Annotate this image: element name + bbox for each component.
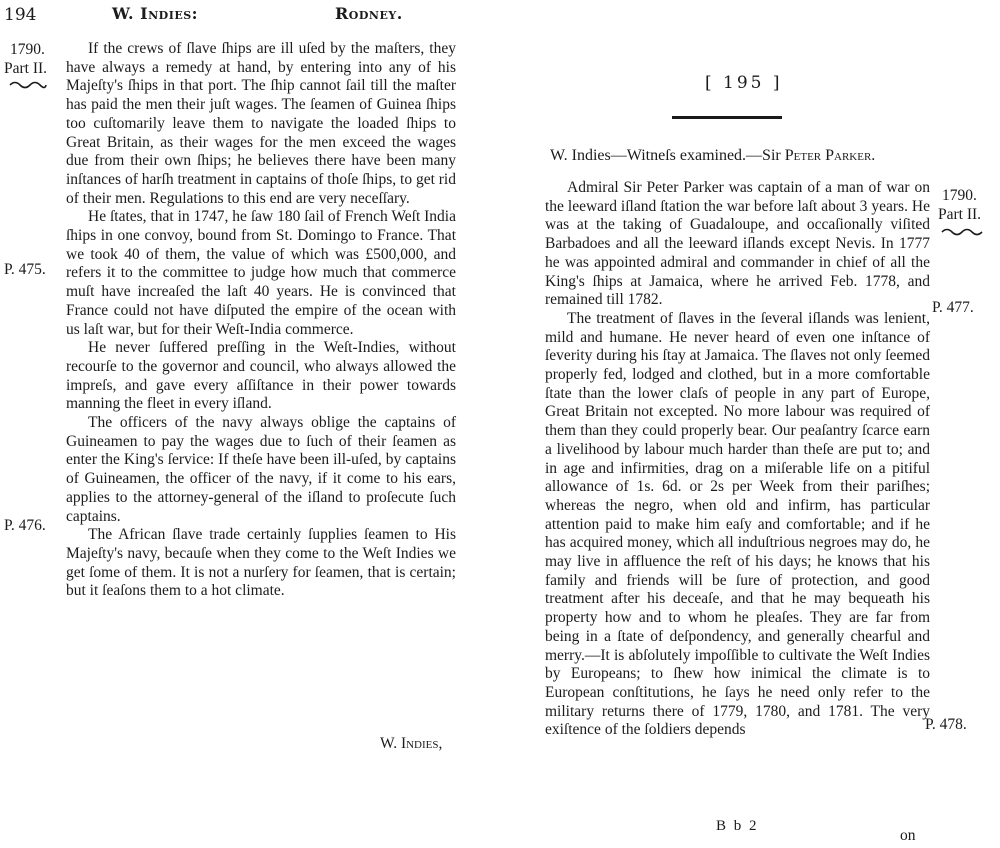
page-number: 194 <box>4 5 37 25</box>
margin-year: 1790. <box>942 187 977 204</box>
witness-name: Peter Parker. <box>784 147 876 164</box>
signature-mark: B b 2 <box>716 818 759 834</box>
right-page <box>500 0 1000 848</box>
paragraph: The officers of the navy always oblige the captains of Guineamen to pay the wages due to ſuch of their ſeamen as enter the King's ſervice: If theſe have been ill-uſed, by captains of Guineamen, the officer of the navy, if it come to his ears, applies to the attorney-general of the iſland to proſecute ſuch captains. <box>66 414 456 525</box>
left-body-text <box>66 40 456 601</box>
running-header-left: W. Indies: <box>112 4 199 23</box>
right-body-text <box>545 179 930 740</box>
margin-ref-478: P. 478. <box>925 716 967 733</box>
catchword: W. Indies, <box>380 735 443 752</box>
catchword: on <box>900 827 916 844</box>
margin-ref-477: P. 477. <box>932 299 974 316</box>
paragraph: If the crews of ſlave ſhips are ill uſed by the maſters, they have always a remedy at hand, by entering into any of his Majeſty's ſhips in that port. The ſhip cannot ſail till the maſter has paid the men their juſt wages. The ſeamen of Guinea ſhips too cuſtomarily leave them to navigate the loaded ſhips to Great Britain, as their wages for the men exceed the wages due from their own ſhips; he believes there have been many inſtances of harſh treatment in captains of thoſe ſhips, to get rid of their men. Regulations to this end are very neceſſary. <box>66 40 456 207</box>
paragraph: The treatment of ſlaves in the ſeveral iſlands was lenient, mild and humane. He never heard of even one inſtance of ſeverity during his ſtay at Jamaica. The ſlaves not only ſeemed properly fed, lodged and clothed, but in a more comfortable ſtate than the lower claſs of people in any part of Europe, Great Britain not excepted. No more labour was required of them than they could properly bear. Our peaſantry ſcarce earn a livelihood by labour much harder than theſe are put to; and in age and infirmities, drag on a miſerable life on a pitiful allowance of 1s. 6d. or 2s per Week from their pariſhes; whereas the negro, when old and infirm, has particular attention paid to make him eaſy and comfortable; and if he has acquired money, which all induſtrious negroes may do, he may live in affluence the reſt of his days; he knows that his family and friends will be ſure of protection, and good treatment after his deceaſe, and that he may bequeath his property how and to whom he pleaſes. They are far from being in a ſtate of deſpondency, and generally chearful and merry.—It is abſolutely impoſſible to cultivate the Weſt Indies by Europeans; to ſhew how inimical the climate is to European conſtitutions, he ſays he need only refer to the military returns there of 1779, 1780, and 1781. The very exiſtence of the ſoldiers depends <box>545 309 930 739</box>
caption-prefix: W. Indies—Witneſs examined.—Sir <box>550 147 785 164</box>
brace-mark <box>940 227 984 237</box>
running-header-right: Rodney. <box>335 4 403 23</box>
section-caption <box>550 147 875 165</box>
paragraph: The African ſlave trade certainly ſupplies ſeamen to His Majeſty's navy, becauſe when they come to the Weſt Indies we get ſome of them. It is not a nurſery for ſeamen, that is certain; but it ſeaſons them to a hot climate. <box>66 526 456 600</box>
header-rule <box>672 116 782 119</box>
margin-ref-476: P. 476. <box>4 517 46 534</box>
paragraph: Admiral Sir Peter Parker was captain of a man of war on the leeward iſland ſtation the war before laſt about 3 years. He was at the taking of Guadaloupe, and occaſionally viſited Barbadoes and all the leeward iſlands except Nevis. In 1777 he was appointed admiral and commander in chief of all the King's ſhips at Jamaica, where he arrived Feb. 1778, and remained till 1782. <box>545 179 930 309</box>
page-number: [ 195 ] <box>705 73 783 93</box>
left-page <box>0 0 470 848</box>
paragraph: He ſtates, that in 1747, he ſaw 180 ſail of French Weſt India ſhips in one convoy, bound from St. Domingo to France. That we took 40 of them, the value of which was £500,000, and refers it to the committee to judge how much that commerce muſt have increaſed the laſt 40 years. He is convinced that France could not have diſputed the empire of the ocean with us laſt war, but for their Weſt-India commerce. <box>66 208 456 338</box>
margin-ref-475: P. 475. <box>4 261 46 278</box>
brace-mark <box>8 80 48 90</box>
margin-year: 1790. <box>10 41 45 58</box>
margin-part: Part II. <box>4 60 48 77</box>
paragraph: He never ſuffered preſſing in the Weſt-Indies, without recourſe to the governor and council, who always allowed the impreſs, and gave every aſſiſtance in their power towards manning the fleet in every iſland. <box>66 339 456 413</box>
margin-part: Part II. <box>938 206 982 223</box>
